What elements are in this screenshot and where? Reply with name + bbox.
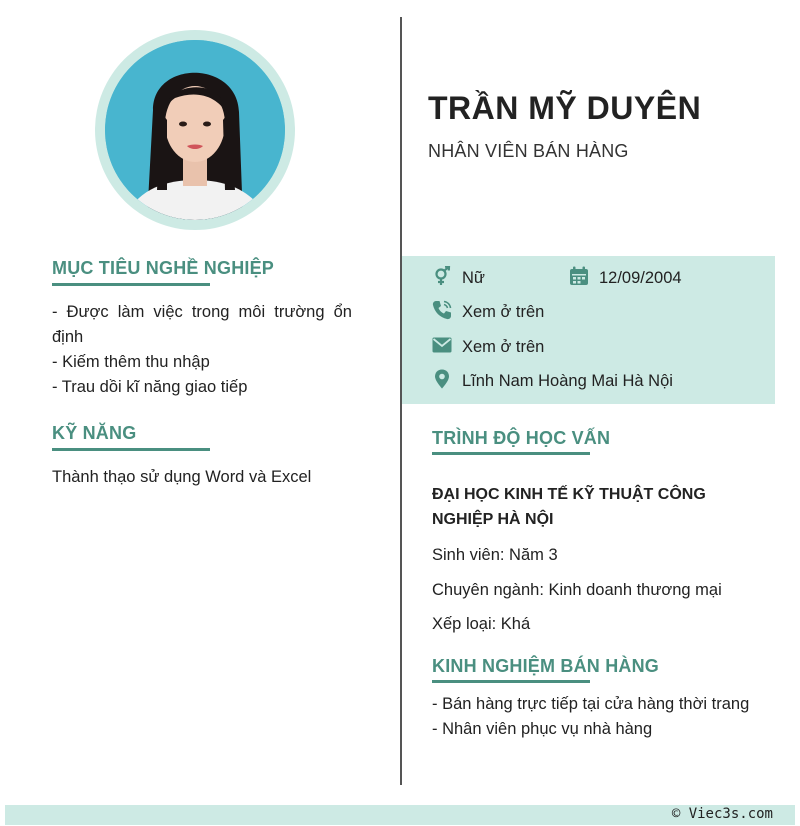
- gender-icon: [432, 266, 452, 286]
- calendar-icon: [569, 266, 589, 286]
- skills-title: KỸ NĂNG: [52, 423, 137, 443]
- email-icon: [432, 335, 452, 355]
- objective-title: MỤC TIÊU NGHỀ NGHIỆP: [52, 258, 275, 278]
- objective-item: - Trau dồi kĩ năng giao tiếp: [52, 378, 248, 396]
- birthday-value: 12/09/2004: [599, 268, 682, 287]
- objective-underline: [52, 283, 210, 286]
- experience-list: [432, 692, 752, 742]
- experience-item: - Bán hàng trực tiếp tại cửa hàng thời trang: [432, 695, 750, 713]
- education-underline: [432, 452, 590, 455]
- footer-credit: © Viec3s.com: [671, 806, 773, 822]
- candidate-name: TRẦN MỸ DUYÊN: [428, 90, 702, 126]
- study-major: Chuyên ngành: Kinh doanh thương mại: [432, 581, 722, 599]
- gender-value: Nữ: [462, 268, 485, 287]
- experience-item: - Nhân viên phục vụ nhà hàng: [432, 720, 653, 738]
- avatar: [105, 40, 285, 220]
- experience-underline: [432, 680, 590, 683]
- location-icon: [432, 369, 452, 389]
- objective-list: [52, 300, 352, 400]
- skills-underline: [52, 448, 210, 451]
- study-year: Sinh viên: Năm 3: [432, 546, 558, 564]
- school-name: ĐẠI HỌC KINH TẾ KỸ THUẬT CÔNG NGHIỆP HÀ NỘI: [432, 486, 706, 528]
- address-value: Lĩnh Nam Hoàng Mai Hà Nội: [462, 371, 673, 390]
- education-title: TRÌNH ĐỘ HỌC VẤN: [432, 428, 611, 448]
- experience-title: KINH NGHIỆM BÁN HÀNG: [432, 656, 659, 676]
- study-grade: Xếp loại: Khá: [432, 615, 531, 633]
- phone-value: Xem ở trên: [462, 302, 545, 321]
- phone-icon: [432, 300, 452, 320]
- email-value: Xem ở trên: [462, 337, 545, 356]
- objective-item: - Kiếm thêm thu nhập: [52, 353, 210, 371]
- job-title: NHÂN VIÊN BÁN HÀNG: [428, 141, 629, 161]
- skills-text: Thành thạo sử dụng Word và Excel: [52, 468, 312, 486]
- objective-item: - Được làm việc trong môi trường ổn định: [52, 303, 352, 346]
